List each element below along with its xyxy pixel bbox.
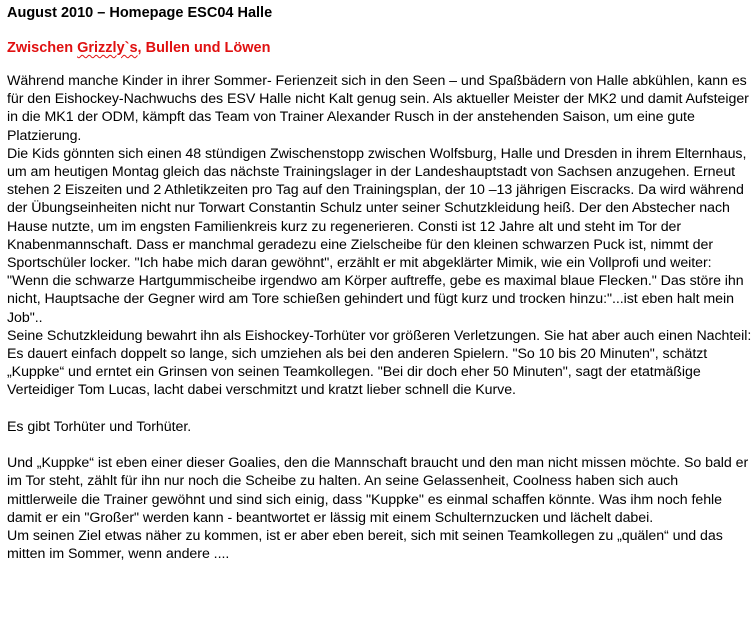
paragraph-closing: Um seinen Ziel etwas näher zu kommen, ist er aber eben bereit, sich mit seinen Teamkollegen zu „quälen“ und das mitten im Sommer, wenn andere .... [7, 528, 723, 563]
blank-line [7, 400, 752, 418]
document-page [7, 4, 752, 624]
article-title [7, 39, 752, 58]
article-body [7, 72, 752, 563]
article-title-part-3: , Bullen und Löwen [137, 40, 271, 56]
paragraph-intro: Während manche Kinder in ihrer Sommer- Ferienzeit sich in den Seen – und Spaßbädern von Halle abkühlen, kann es für den Eishockey-Nachwuchs des ESV Halle nicht Kalt genug sein. Als aktueller Meister der MK2 und damit Aufsteiger in die MK1 der ODM, kämpft das Team von Trainer Alexander Rusch in der anstehenden Saison, um eine gute Platzierung. [7, 73, 749, 144]
article-title-part-1: Zwischen [7, 40, 78, 56]
paragraph-goalies: Es gibt Torhüter und Torhüter. [7, 418, 192, 435]
article-title-spellchecked-word: Grizzly`s [77, 40, 138, 56]
paragraph-protective-gear: Seine Schutzkleidung bewahrt ihn als Eishockey-Torhüter vor größeren Verletzungen. Sie hat aber auch einen Nachteil: Es dauert einfach doppelt so lange, sich umziehen als bei den anderen Spielern. "So 10 bis 20 Minuten", schätzt „Kuppke“ und erntet ein Grinsen von seinen Teamkollegen. "Bei dir doch eher 50 Minuten", sagt der etatmäßige Verteidiger Tom Lucas, lacht dabei verschmitzt und kratzt lieber schnell die Kurve. [7, 327, 752, 399]
paragraph-training-camp: Die Kids gönnten sich einen 48 stündigen Zwischenstopp zwischen Wolfsburg, Halle und Dresden in ihrem Elternhaus, um am heutigen Montag gleich das nächste Trainingslager in der Landeshauptstadt von Sachsen anzugehen. Erneut stehen 2 Eiszeiten und 2 Athletikzeiten pro Tag auf den Trainingsplan, der 10 –13 jährigen Eiscracks. Da wird während der Übungseinheiten nicht nur Torwart Constantin Schulz unter seiner Schutzkleidung heiß. Der den Abstecher nach Hause nutzte, um im engsten Familienkreis kurz zu regenerieren. Consti ist 12 Jahre alt und steht im Tor der Knabenmannschaft. Dass er manchmal geradezu eine Zielscheibe für den kleinen schwarzen Puck ist, nimmt der Sportschüler locker. "Ich habe mich daran gewöhnt", erzählt er mit abgeklärter Mimik, wie ein Vollprofi und weiter: "Wenn die schwarze Hartgummischeibe irgendwo am Körper auftreffe, gebe es maximal blaue Flecken." Das störe ihn nicht, Hauptsache der Gegner wird am Tore schießen gehindert und fügt kurz und trocken hinzu:"...ist eben halt mein Job".. [7, 145, 747, 326]
blank-line [7, 436, 752, 454]
page-header-title: August 2010 – Homepage ESC04 Halle [7, 5, 273, 21]
paragraph-kuppke: Und „Kuppke“ ist eben einer dieser Goalies, den die Mannschaft braucht und den man nicht missen möchte. So bald er im Tor steht, zählt für ihn nur noch die Scheibe zu halten. An seine Gelassenheit, Coolness haben sich auch mittlerweile die Trainer gewöhnt und sind sich einig, dass "Kuppke" es einmal schaffen könnte. Was ihm noch fehle damit er ein "Großer" werden kann - beantwortet er lässig mit einem Schulternzucken und lächelt dabei. [7, 455, 749, 526]
